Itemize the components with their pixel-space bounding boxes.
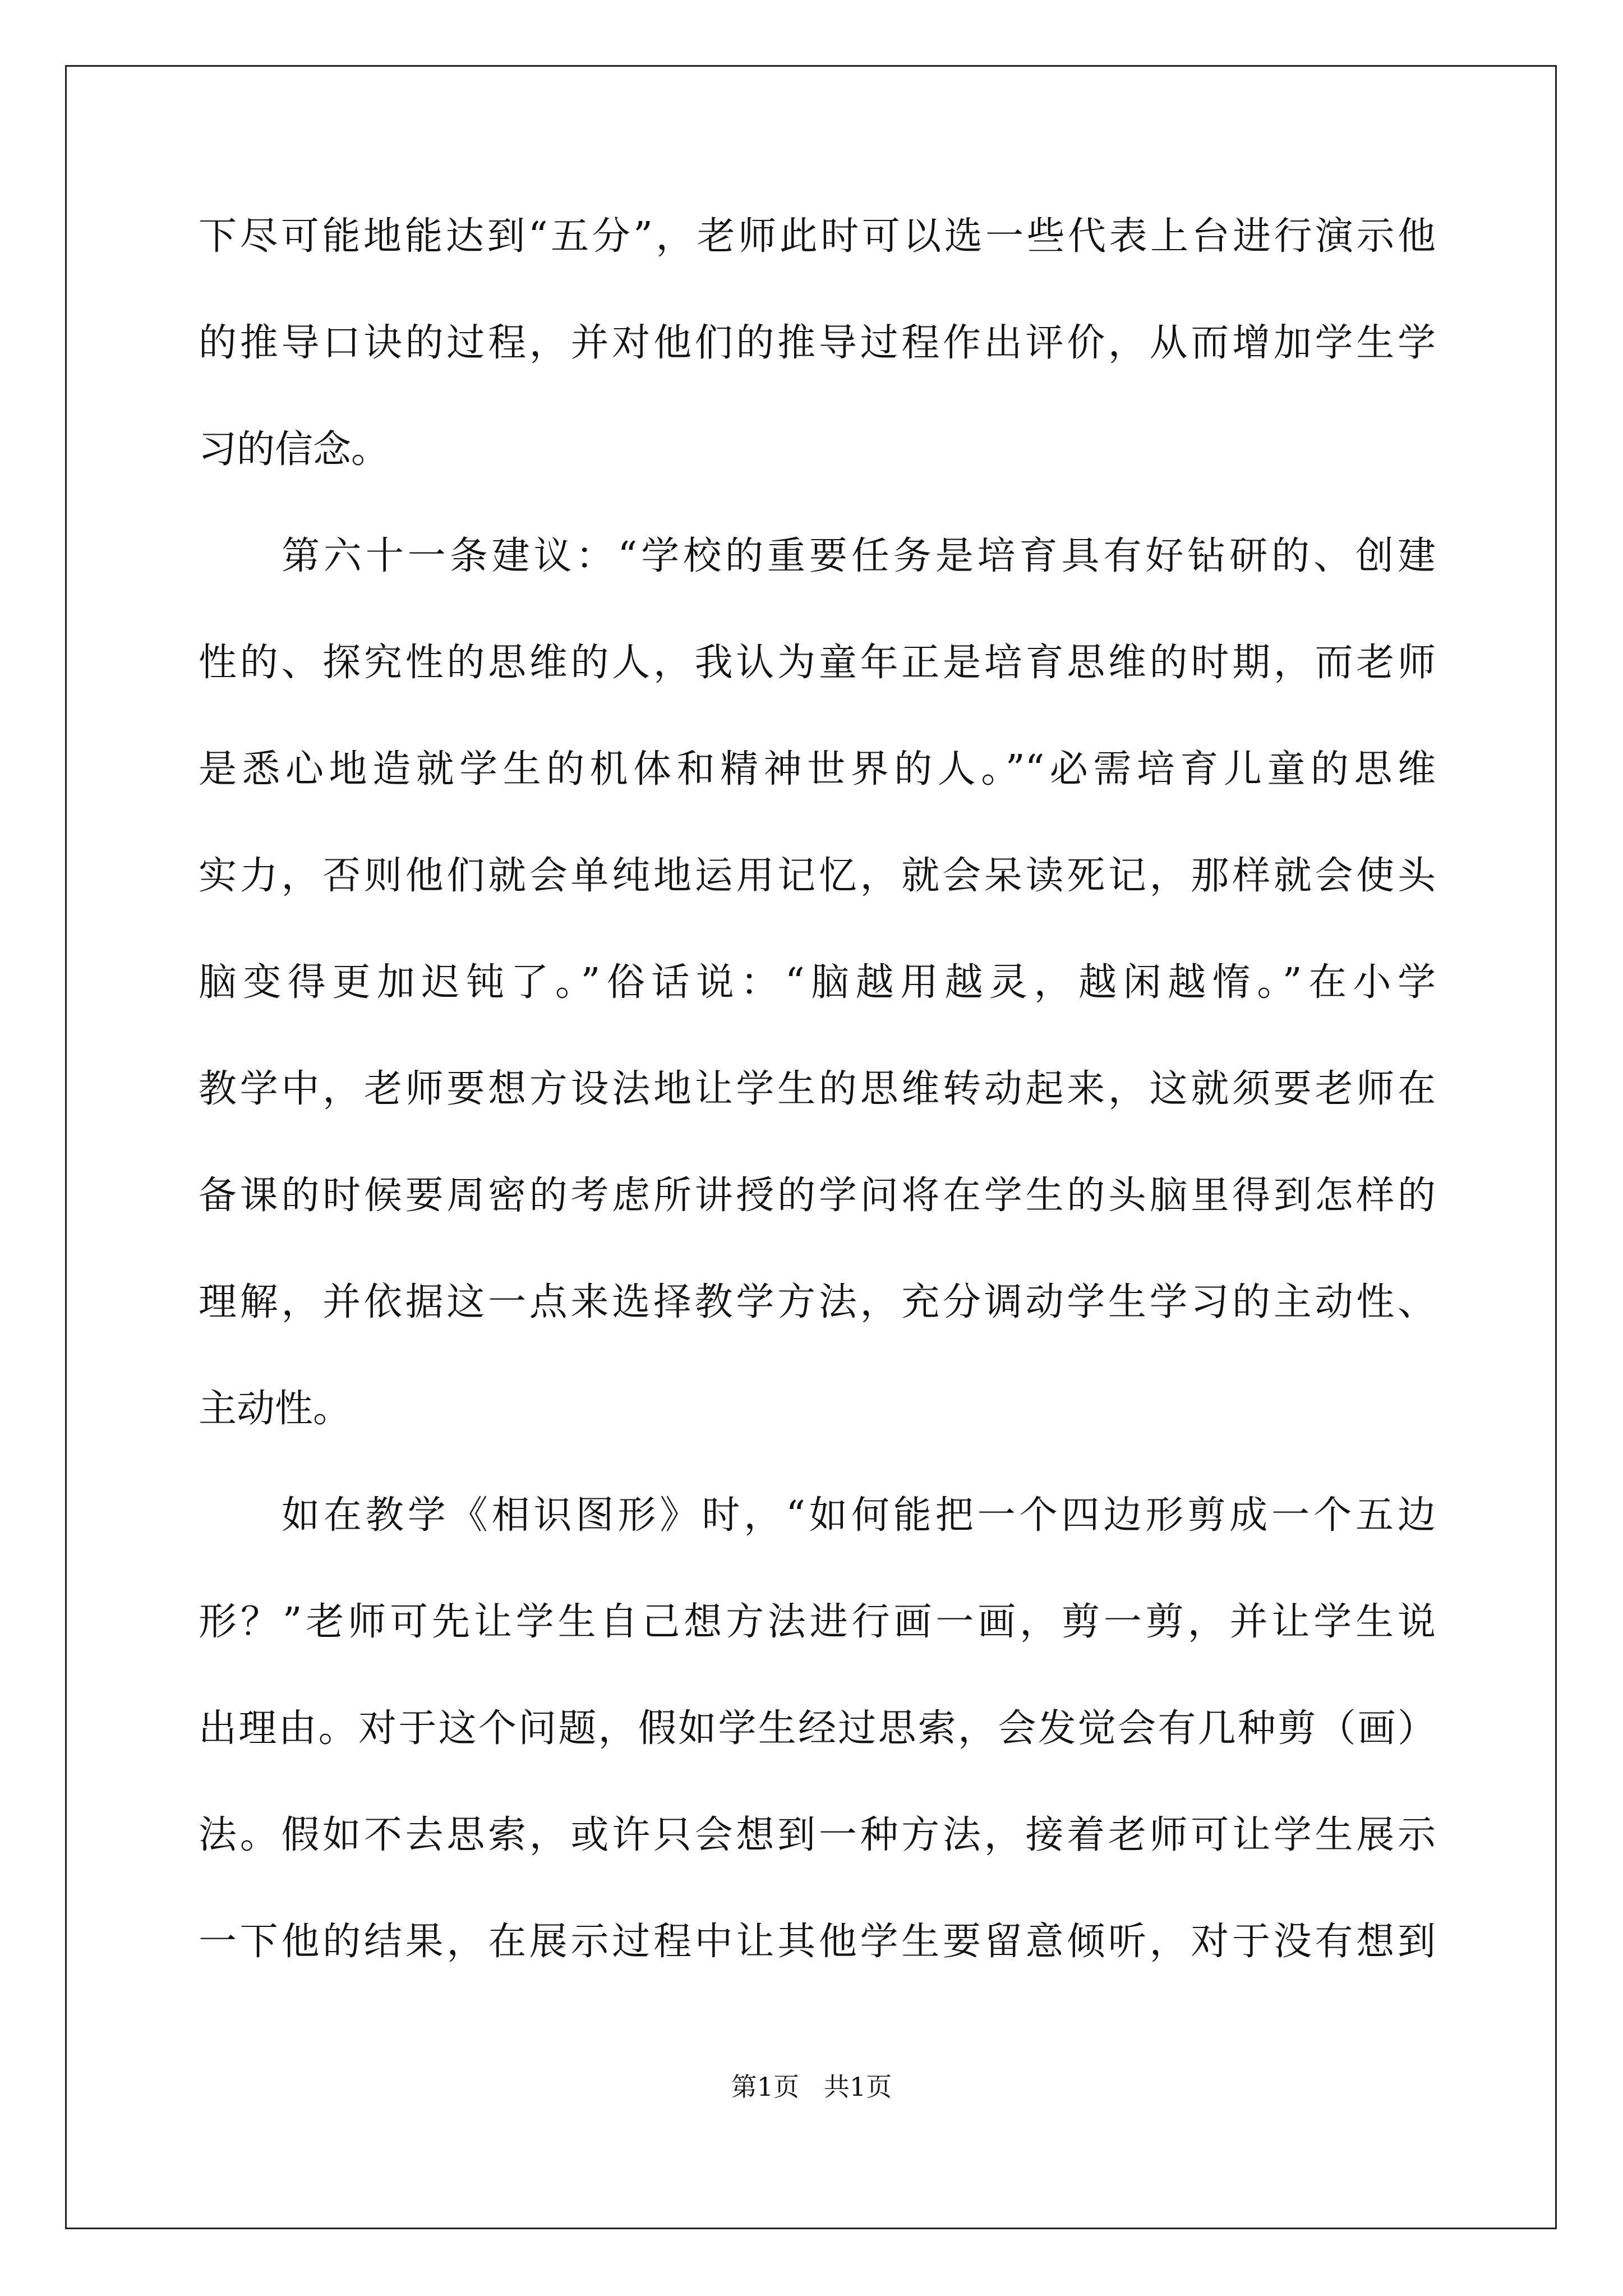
text-line: 理解，并依据这一点来选择教学方法，充分调动学生学习的主动性、	[199, 1280, 1436, 1324]
text-line: 的推导口诀的过程，并对他们的推导过程作出评价，从而增加学生学	[199, 321, 1436, 365]
text-line: 法。假如不去思索，或许只会想到一种方法，接着老师可让学生展示	[199, 1813, 1436, 1857]
text-line: 下尽可能地能达到“五分”，老师此时可以选一些代表上台进行演示他	[199, 214, 1436, 259]
text-line: 实力，否则他们就会单纯地运用记忆，就会呆读死记，那样就会使头	[199, 854, 1436, 898]
text-line: 备课的时候要周密的考虑所讲授的学问将在学生的头脑里得到怎样的	[199, 1174, 1436, 1218]
text-line: 脑变得更加迟钝了。”俗话说：“脑越用越灵，越闲越惰。”在小学	[199, 960, 1436, 1005]
page-border	[65, 65, 1557, 2229]
paragraph-first-line: 第六十一条建议：“学校的重要任务是培育具有好钻研的、创建	[282, 534, 1436, 578]
text-line: 教学中，老师要想方设法地让学生的思维转动起来，这就须要老师在	[199, 1067, 1436, 1111]
text-line: 性的、探究性的思维的人，我认为童年正是培育思维的时期，而老师	[199, 641, 1436, 685]
text-line: 主动性。	[199, 1387, 352, 1431]
page-number-footer: 第1页 共1页	[731, 2072, 892, 2102]
text-line: 一下他的结果，在展示过程中让其他学生要留意倾听，对于没有想到	[199, 1920, 1436, 1964]
text-line: 出理由。对于这个问题，假如学生经过思索，会发觉会有几种剪（画）	[199, 1706, 1436, 1751]
text-line: 是悉心地造就学生的机体和精神世界的人。”“必需培育儿童的思维	[199, 747, 1436, 792]
text-line: 形？”老师可先让学生自己想方法进行画一画，剪一剪，并让学生说	[199, 1600, 1436, 1644]
paragraph-first-line: 如在教学《相识图形》时，“如何能把一个四边形剪成一个五边	[282, 1493, 1436, 1538]
text-line: 习的信念。	[199, 427, 390, 472]
